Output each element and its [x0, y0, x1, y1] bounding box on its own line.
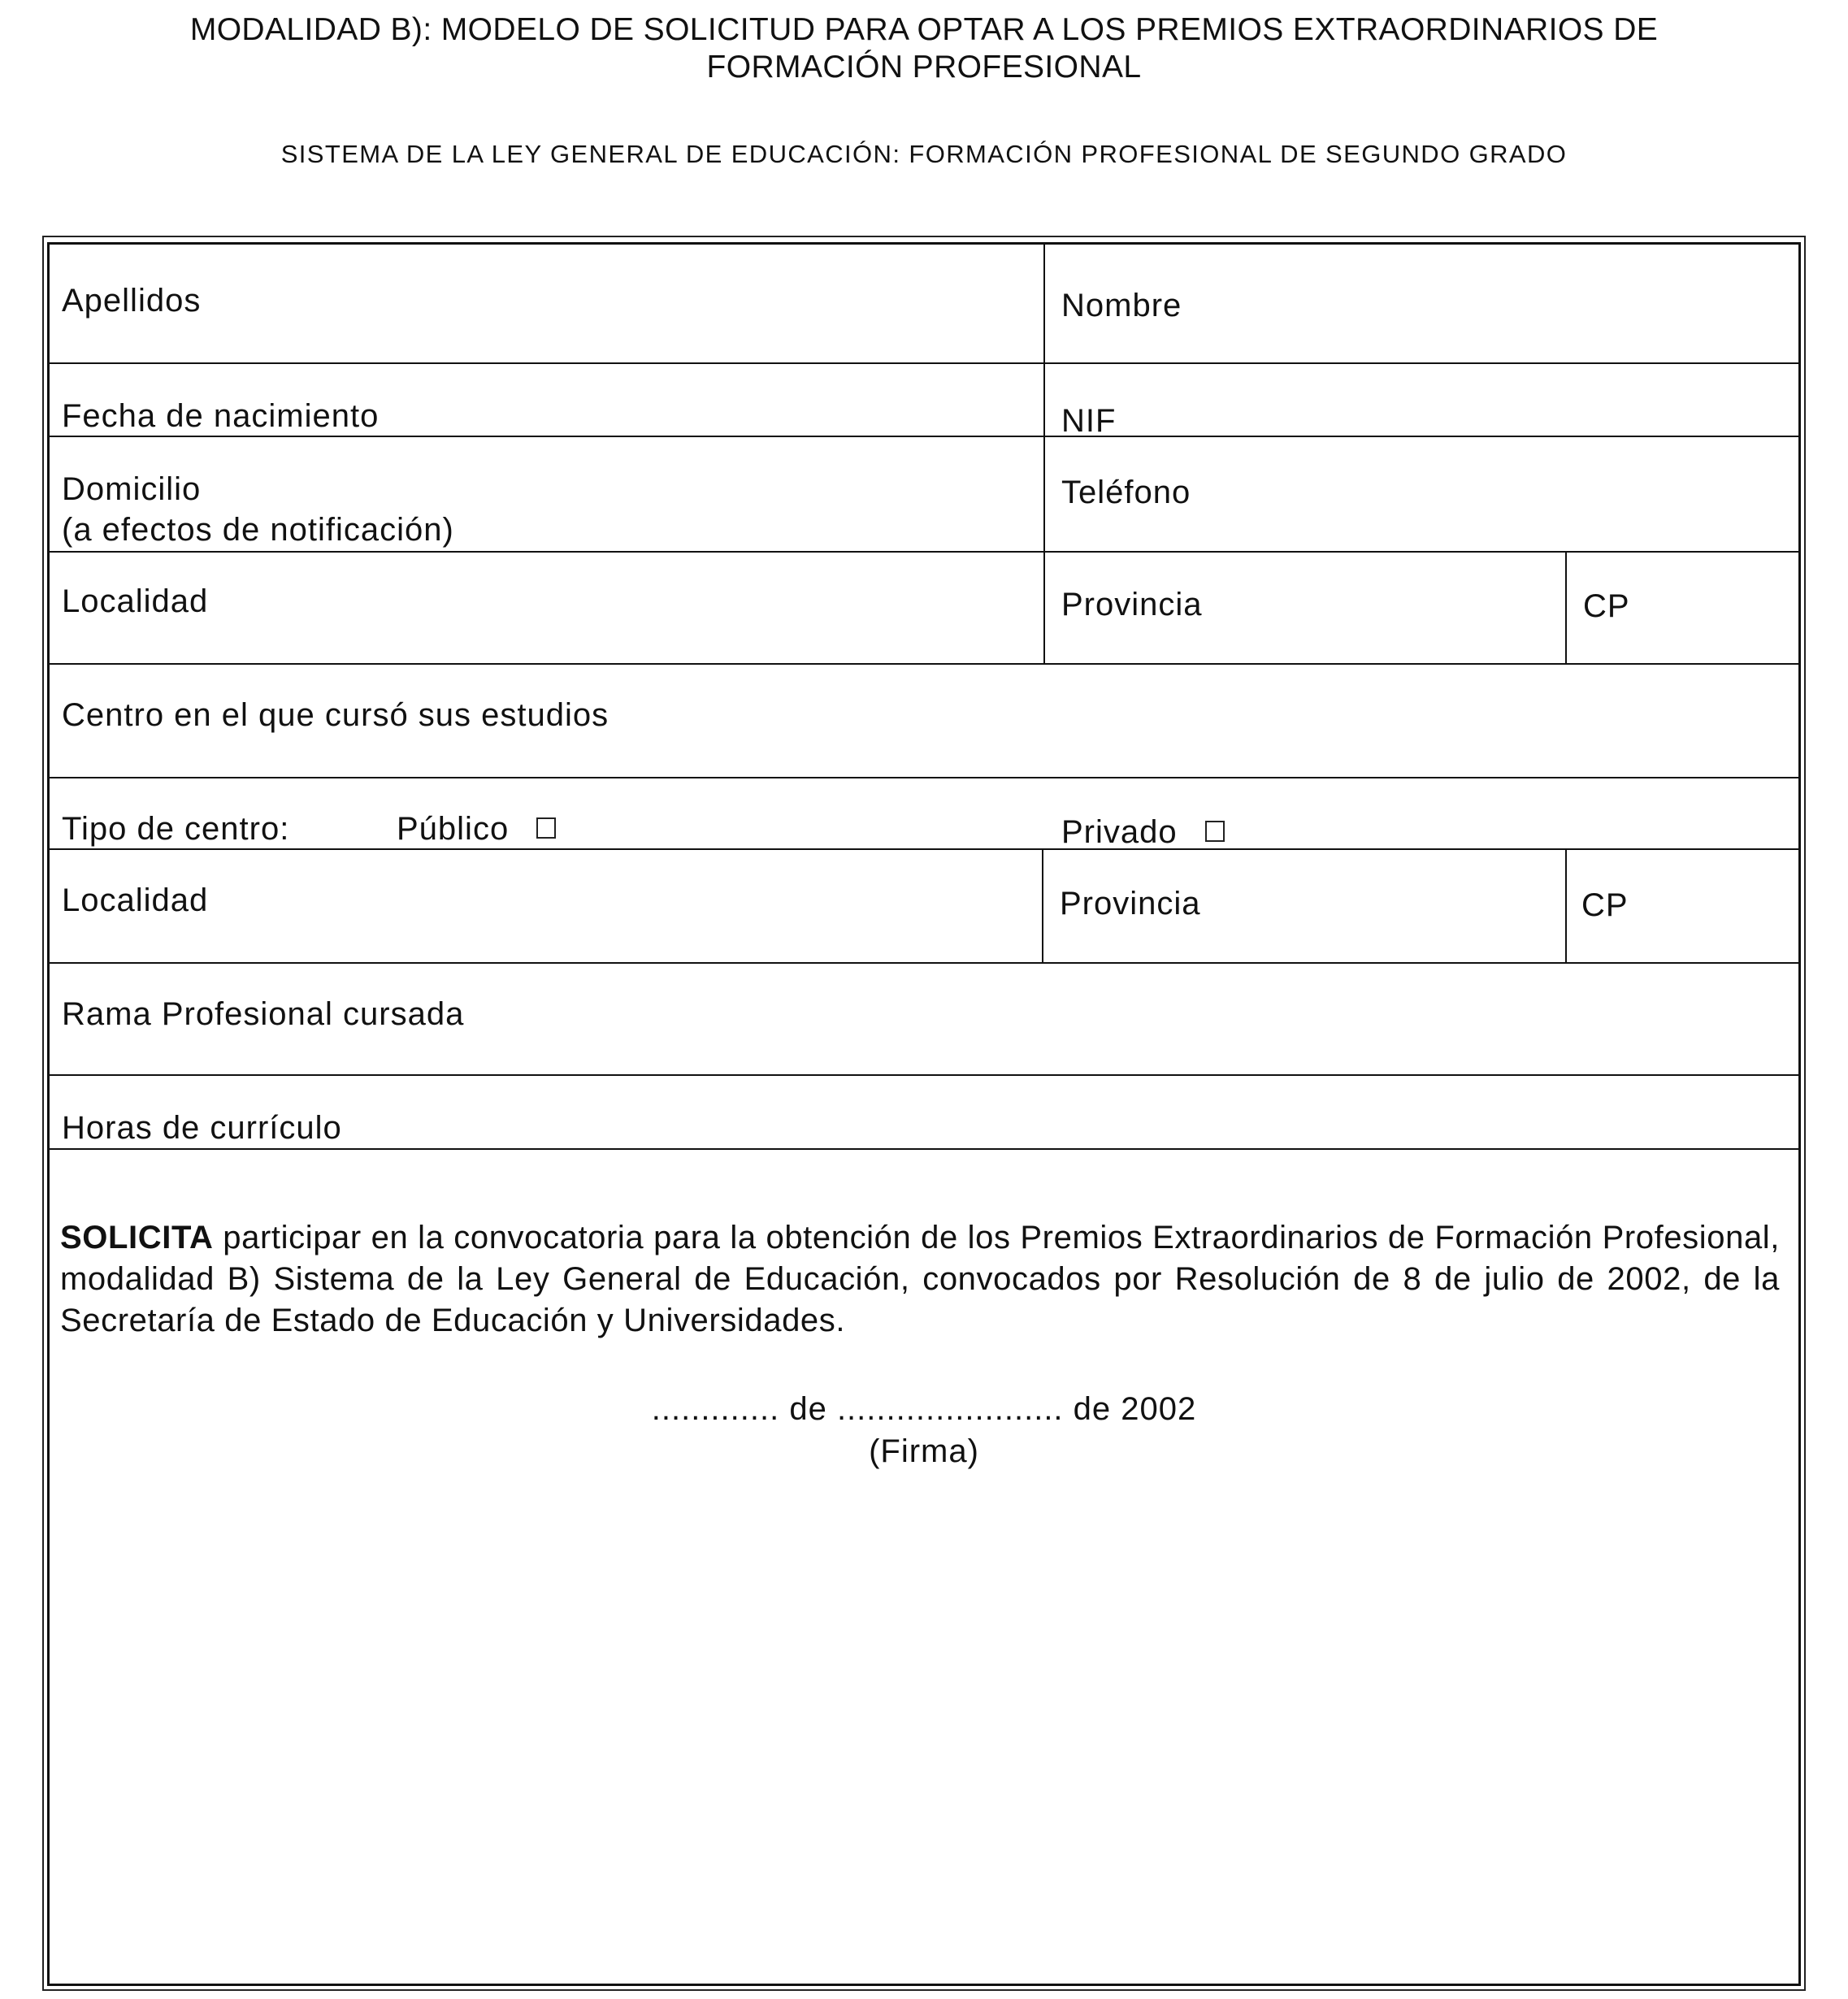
cp-label: CP — [1583, 588, 1630, 624]
row-divider — [49, 848, 1799, 850]
form-title-line1: MODALIDAD B): MODELO DE SOLICITUD PARA OPTAR A LOS PREMIOS EXTRAORDINARIOS DE — [189, 12, 1659, 47]
row-divider — [49, 1074, 1799, 1076]
solicita-keyword: SOLICITA — [60, 1220, 214, 1255]
nombre-label: Nombre — [1061, 288, 1182, 323]
row-divider — [49, 777, 1799, 778]
column-divider — [1043, 244, 1045, 663]
date-line: ............. de ....................... de 2002 — [651, 1391, 1197, 1427]
privado-option[interactable] — [1061, 814, 1225, 851]
provincia-centro-label: Provincia — [1060, 886, 1201, 921]
tipo-centro-label: Tipo de centro: — [62, 811, 290, 847]
row-divider — [49, 362, 1799, 364]
column-divider — [1042, 848, 1043, 962]
row-divider — [49, 1148, 1799, 1150]
localidad-centro-label: Localidad — [62, 882, 209, 918]
centro-label: Centro en el que cursó sus estudios — [62, 697, 609, 733]
form-title — [0, 11, 1848, 86]
solicita-paragraph — [60, 1217, 1780, 1342]
provincia-label: Provincia — [1061, 587, 1203, 622]
column-divider — [1565, 848, 1567, 962]
publico-checkbox[interactable] — [536, 817, 556, 839]
row-divider — [49, 436, 1799, 437]
row-divider — [49, 962, 1799, 964]
privado-checkbox[interactable] — [1205, 821, 1225, 842]
form-subtitle: SISTEMA DE LA LEY GENERAL DE EDUCACIÓN: FORMACIÓN PROFESIONAL DE SEGUNDO GRADO — [280, 140, 1568, 168]
apellidos-label: Apellidos — [62, 283, 202, 319]
firma-label: (Firma) — [869, 1433, 979, 1469]
horas-label: Horas de currículo — [62, 1110, 342, 1146]
form-title-line2: FORMACIÓN PROFESIONAL — [706, 50, 1142, 85]
telefono-label: Teléfono — [1061, 475, 1191, 510]
publico-option[interactable] — [397, 811, 556, 848]
rama-label: Rama Profesional cursada — [62, 996, 465, 1032]
localidad-label: Localidad — [62, 583, 209, 619]
solicita-text: participar en la convocatoria para la obtención de los Premios Extraordinarios de Formación Profesional, modalidad B) Sistema de la Ley General de Educación, convocados por Resolución de 8 de julio de 2002, de la Secretaría de Estado de Educación y Universidades. — [60, 1220, 1780, 1338]
publico-label: Público — [397, 811, 510, 847]
domicilio-note-label: (a efectos de notificación) — [62, 512, 454, 548]
row-divider — [49, 551, 1799, 553]
domicilio-label: Domicilio — [62, 471, 202, 507]
column-divider — [1565, 551, 1567, 663]
cp-centro-label: CP — [1581, 887, 1629, 923]
fecha-nacimiento-label: Fecha de nacimiento — [62, 398, 380, 434]
row-divider — [49, 663, 1799, 665]
nif-label: NIF — [1061, 403, 1117, 439]
privado-label: Privado — [1061, 814, 1178, 850]
